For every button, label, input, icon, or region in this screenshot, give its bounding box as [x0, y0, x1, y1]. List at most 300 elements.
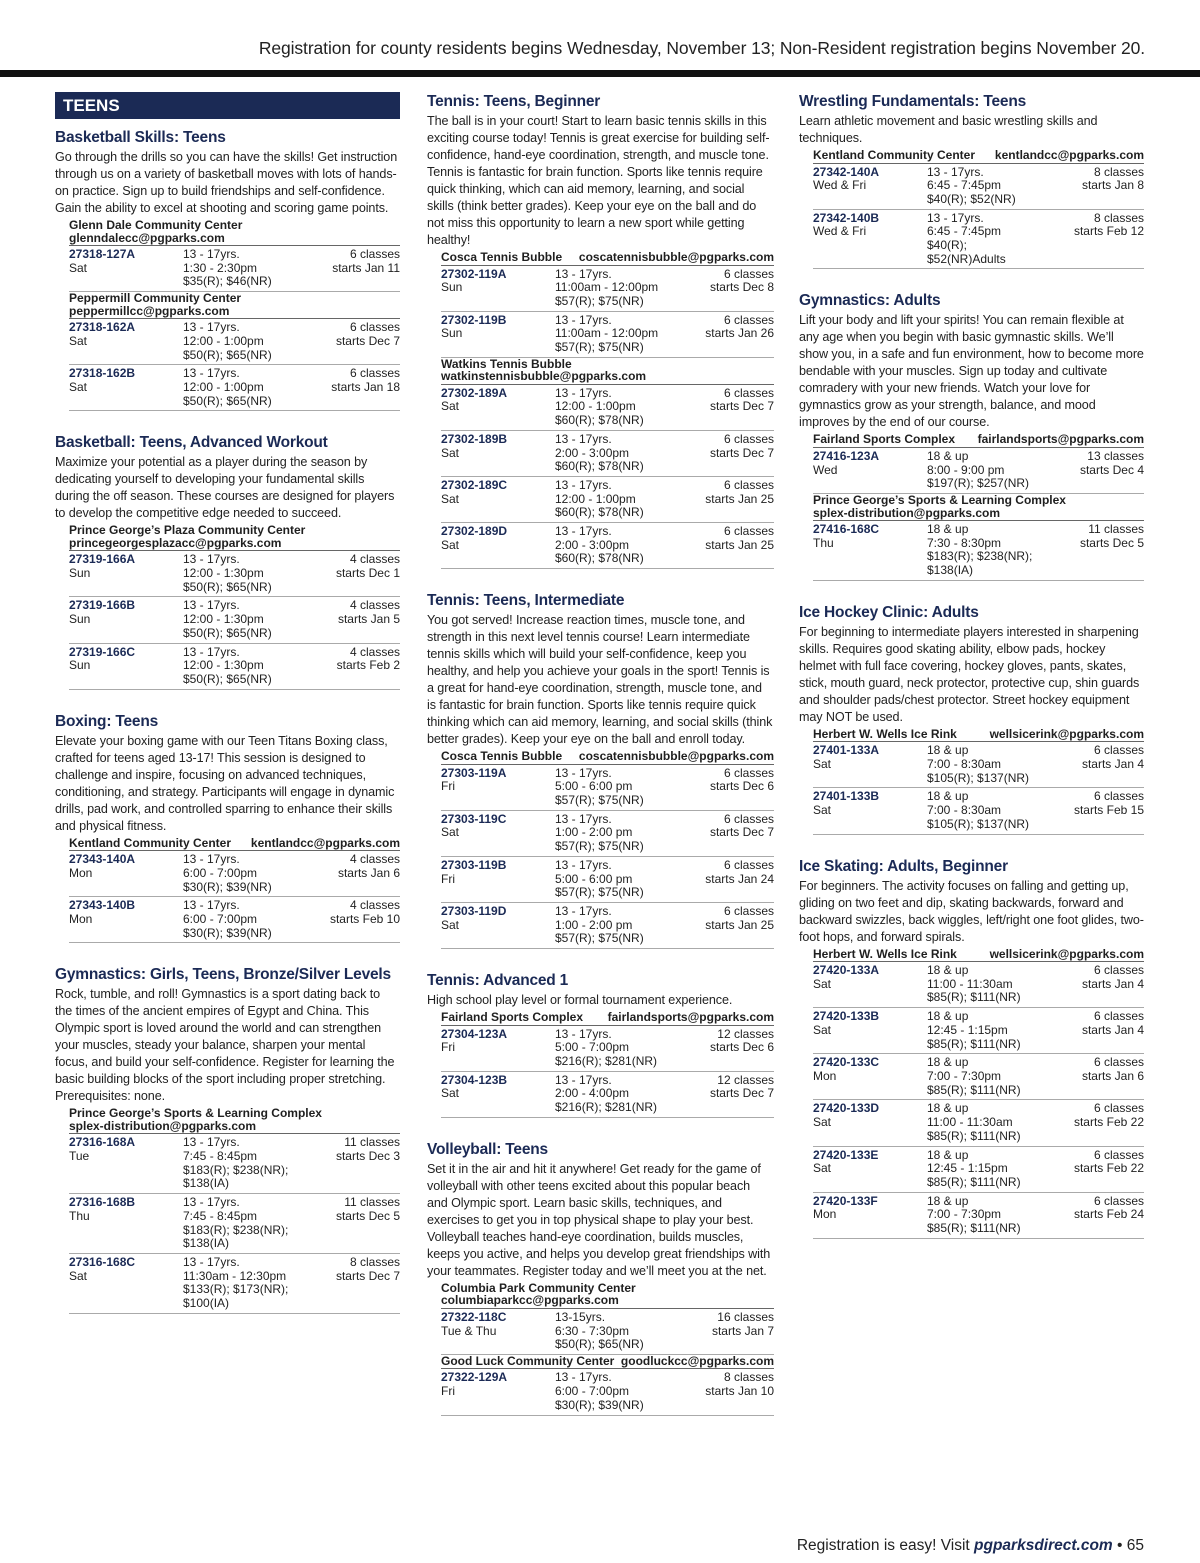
age-range: 13 - 17yrs.	[555, 1026, 612, 1041]
start-date: starts Feb 12	[1073, 224, 1144, 239]
class-count: 12 classes	[717, 1072, 774, 1087]
footer-separator: •	[1112, 1537, 1127, 1554]
location-name: Good Luck Community Center	[441, 1353, 615, 1368]
session-code-days	[813, 790, 927, 831]
activity-code: 27416-123A	[813, 448, 880, 463]
age-range: 13 - 17yrs.	[183, 1255, 240, 1269]
location-header	[441, 358, 774, 385]
session-schedule	[666, 1074, 774, 1115]
class-count: 8 classes	[1093, 164, 1144, 179]
session-code-days	[813, 1149, 927, 1190]
session-days: Sun	[69, 612, 91, 627]
session-code-days	[69, 899, 183, 940]
activity-code: 27342-140B	[813, 210, 880, 225]
start-date: starts Jan 6	[1081, 1068, 1144, 1083]
session-fee: $50(R); $65(NR)	[183, 347, 272, 362]
session-fee: $60(R); $78(NR)	[555, 505, 644, 520]
session-time: 7:45 - 8:45pm	[183, 1149, 258, 1164]
location-header	[813, 494, 1144, 521]
activity-code: 27304-123B	[441, 1072, 508, 1087]
class-count: 6 classes	[1093, 789, 1144, 804]
session-fee: $105(R); $137(NR)	[927, 770, 1030, 785]
program-description: Lift your body and lift your spirits! You can remain flexible at any age when you begin with basic gymnastic skills. We’ll show you, in a safe and fun environment, how to become more bendable with your muscles. Sign up today and cultivate comradery with your new friends. Watch your love for gymnastics grow as your strength, balance, and mood improves by the end of our course.	[799, 313, 1144, 430]
session-schedule	[292, 248, 400, 289]
session-code-days	[441, 905, 555, 946]
age-range: 13 - 17yrs.	[555, 524, 612, 539]
session-row	[69, 319, 400, 365]
start-date: starts Jan 26	[705, 326, 774, 341]
session-days: Sat	[441, 445, 460, 460]
program-block	[55, 712, 400, 944]
session-days: Sat	[813, 803, 832, 818]
activity-code: 27303-119D	[441, 903, 507, 918]
session-details	[183, 853, 292, 894]
session-days: Sat	[813, 1161, 832, 1176]
session-details	[555, 813, 666, 854]
session-days: Fri	[441, 1384, 455, 1399]
session-time: 6:00 - 7:00pm	[555, 1384, 630, 1399]
session-schedule	[1036, 1149, 1144, 1190]
session-time: 7:00 - 8:30am	[927, 803, 1002, 818]
location-email[interactable]: glenndalecc@pgparks.com	[69, 230, 225, 245]
age-range: 18 & up	[927, 789, 969, 804]
activity-code: 27342-140A	[813, 164, 880, 179]
start-date: starts Jan 18	[331, 379, 400, 394]
location-header	[441, 1282, 774, 1309]
session-row	[441, 1026, 774, 1072]
page-header	[0, 0, 1200, 80]
start-date: starts Dec 8	[709, 280, 774, 295]
session-fee: $57(R); $75(NR)	[555, 340, 644, 355]
session-schedule	[292, 646, 400, 687]
age-range: 13 - 17yrs.	[555, 765, 612, 780]
session-fee: $57(R); $75(NR)	[555, 931, 644, 946]
program-description: Rock, tumble, and roll! Gymnastics is a sport dating back to the times of the ancient empires of Egypt and China. This Olympic sport is loved around the world and can strengthen your muscles, steady your balance, sharpen your mental focus, and build your self-confidence. Register for learning the basic building blocks of the sport including proper stretching. Prerequisites: none.	[55, 987, 395, 1104]
start-date: starts Dec 7	[709, 1086, 774, 1101]
session-days: Sun	[69, 566, 91, 581]
session-time: 6:45 - 7:45pm	[927, 224, 1002, 239]
age-range: 13 - 17yrs.	[555, 1370, 612, 1385]
session-days: Sat	[69, 333, 88, 348]
location-email[interactable]: princegeorgesplazacc@pgparks.com	[69, 535, 282, 550]
session-code-days	[69, 553, 183, 594]
location-name: Kentland Community Center	[813, 148, 976, 162]
session-row	[69, 365, 400, 411]
session-details	[555, 1028, 666, 1069]
class-count: 6 classes	[349, 366, 400, 381]
class-count: 11 classes	[1088, 522, 1144, 537]
session-details	[183, 1136, 292, 1191]
header-rule	[0, 70, 1200, 77]
location-email[interactable]: coscatennisbubble@pgparks.com	[578, 749, 774, 764]
age-range: 18 & up	[927, 1055, 969, 1070]
session-code-days	[813, 166, 927, 207]
location-name: Kentland Community Center	[69, 835, 232, 850]
column-1	[55, 92, 400, 1336]
page-number: 65	[1126, 1537, 1144, 1554]
session-fee: $85(R); $111(NR)	[927, 1128, 1021, 1143]
activity-code: 27316-168A	[69, 1135, 136, 1150]
session-details	[927, 212, 1036, 267]
class-count: 6 classes	[723, 811, 774, 826]
session-code-days	[441, 767, 555, 808]
program-block	[799, 603, 1144, 835]
location-name: Cosca Tennis Bubble	[441, 250, 563, 264]
session-fee: $57(R); $75(NR)	[555, 293, 644, 308]
session-details	[183, 248, 292, 289]
location-header	[813, 149, 1144, 164]
session-row	[441, 431, 774, 477]
session-code-days	[441, 268, 555, 309]
location-name: Herbert W. Wells Ice Rink	[813, 726, 957, 741]
start-date: starts Dec 7	[709, 825, 774, 840]
session-code-days	[441, 1371, 555, 1412]
start-date: starts Jan 25	[705, 917, 774, 932]
activity-code: 27302-119B	[441, 312, 507, 327]
start-date: starts Feb 2	[336, 658, 400, 673]
location-email[interactable]: wellsicerink@pgparks.com	[989, 726, 1144, 741]
session-details	[927, 1149, 1036, 1190]
age-range: 13 - 17yrs.	[183, 598, 240, 613]
program-description: Learn athletic movement and basic wrestling skills and techniques.	[799, 114, 1098, 145]
class-count: 8 classes	[349, 1255, 400, 1269]
session-days: Sat	[69, 1268, 88, 1283]
program-title: Volleyball: Teens	[427, 1140, 548, 1158]
session-time: 2:00 - 3:00pm	[555, 537, 630, 552]
location-email[interactable]: fairlandsports@pgparks.com	[977, 432, 1144, 447]
session-details	[183, 553, 292, 594]
session-details	[927, 523, 1036, 578]
session-schedule	[1036, 790, 1144, 831]
age-range: 13 - 17yrs.	[927, 164, 984, 179]
session-fee: $183(R); $238(NR); $138(IA)	[927, 549, 1033, 578]
location-name: Prince George’s Sports & Learning Complex	[69, 1106, 322, 1121]
location-header	[813, 728, 1144, 743]
class-count: 11 classes	[344, 1135, 400, 1150]
session-time: 6:00 - 7:00pm	[183, 911, 258, 926]
session-code-days	[441, 479, 555, 520]
program-block	[427, 971, 774, 1118]
registration-notice: Registration for county residents begins Wednesday, November 13; Non-Resident registration begins November 20.	[258, 38, 1145, 58]
session-row	[813, 1193, 1144, 1239]
program-description: High school play level or formal tournament experience.	[427, 993, 733, 1008]
session-details	[555, 905, 666, 946]
session-details	[927, 1102, 1036, 1143]
age-range: 13 - 17yrs.	[555, 385, 612, 400]
session-days: Fri	[441, 779, 455, 794]
session-fee: $30(R); $39(NR)	[183, 879, 272, 894]
activity-code: 27420-133A	[813, 963, 880, 978]
age-range: 13-15yrs.	[555, 1309, 606, 1324]
session-fee: $40(R); $52(NR)Adults	[927, 238, 1006, 266]
activity-code: 27302-189B	[441, 431, 508, 446]
session-code-days	[69, 321, 183, 362]
session-row	[441, 903, 774, 949]
program-block	[55, 128, 400, 411]
session-days: Wed & Fri	[813, 224, 867, 239]
program-block	[427, 1140, 774, 1416]
activity-code: 27319-166A	[69, 552, 136, 567]
session-schedule	[666, 1311, 774, 1352]
session-time: 7:45 - 8:45pm	[183, 1208, 258, 1223]
session-row	[69, 644, 400, 690]
session-details	[927, 1195, 1036, 1236]
session-time: 7:00 - 8:30am	[927, 757, 1002, 772]
session-details	[927, 964, 1036, 1005]
session-fee: $197(R); $257(NR)	[927, 476, 1030, 491]
session-fee: $50(R); $65(NR)	[183, 671, 272, 686]
class-count: 6 classes	[723, 857, 774, 872]
session-time: 7:30 - 8:30pm	[927, 535, 1002, 550]
start-date: starts Dec 7	[709, 445, 774, 460]
activity-code: 27318-162B	[69, 366, 136, 381]
session-code-days	[441, 1311, 555, 1352]
session-time: 6:30 - 7:30pm	[555, 1323, 630, 1338]
location-email[interactable]: kentlandcc@pgparks.com	[250, 835, 400, 850]
session-row	[813, 962, 1144, 1008]
session-details	[555, 479, 666, 520]
start-date: starts Dec 3	[335, 1149, 400, 1164]
activity-code: 27303-119B	[441, 857, 507, 872]
location-header	[441, 251, 774, 266]
program-description: For beginning to intermediate players interested in sharpening skills. Requires good skating ability, elbow pads, hockey helmet with full face covering, hockey gloves, pants, skates, stick, mouth guard, neck protector, protective cup, shin guards and shoulder pads/chest protector. Street hockey equipment may NOT be used.	[799, 624, 1140, 724]
activity-code: 27420-133D	[813, 1101, 880, 1116]
session-code-days	[813, 1010, 927, 1051]
class-count: 6 classes	[349, 247, 400, 261]
age-range: 13 - 17yrs.	[927, 210, 984, 225]
session-details	[555, 859, 666, 900]
program-block	[55, 965, 400, 1313]
session-row	[813, 742, 1144, 788]
start-date: starts Jan 8	[1081, 178, 1144, 193]
location-name: Peppermill Community Center	[69, 291, 242, 306]
class-count: 6 classes	[723, 524, 774, 539]
session-time: 7:00 - 7:30pm	[927, 1068, 1002, 1083]
class-count: 16 classes	[717, 1309, 774, 1324]
start-date: starts Jan 25	[705, 491, 774, 506]
session-code-days	[813, 1056, 927, 1097]
program-description: You got served! Increase reaction times, muscle tone, and strength in this next level tennis course! Learn intermediate tennis skills which will build your self-confidence, keep you healthy, and help you achieve your goals in the sport! Tennis is a great for hand-eye coordination, strength, muscle tone, and is fantastic for brain function. Sports like tennis require quick thinking which can aid memory, learning, and social skills (think better grades). Keep your eye on the ball and enroll today.	[427, 613, 773, 747]
session-row	[69, 897, 400, 943]
session-details	[927, 1010, 1036, 1051]
session-fee: $35(R); $46(NR)	[183, 274, 272, 289]
location-email[interactable]: splex-distribution@pgparks.com	[69, 1118, 257, 1133]
session-days: Mon	[69, 911, 93, 926]
session-row	[69, 851, 400, 897]
location-email[interactable]: wellsicerink@pgparks.com	[989, 946, 1144, 961]
age-range: 13 - 17yrs.	[555, 1072, 612, 1087]
session-row	[813, 1147, 1144, 1193]
program-title: Basketball: Teens, Advanced Workout	[55, 434, 328, 452]
session-schedule	[666, 314, 774, 355]
session-schedule	[292, 853, 400, 894]
location-email[interactable]: watkinstennisbubble@pgparks.com	[441, 369, 647, 384]
start-date: starts Jan 4	[1081, 1022, 1144, 1037]
session-fee: $30(R); $39(NR)	[183, 925, 272, 940]
activity-code: 27302-189A	[441, 385, 508, 400]
location-name: Prince George’s Sports & Learning Complex	[813, 493, 1066, 508]
program-title: Ice Skating: Adults, Beginner	[799, 857, 1008, 875]
session-code-days	[441, 387, 555, 428]
session-fee: $57(R); $75(NR)	[555, 839, 644, 854]
session-days: Sat	[441, 491, 460, 506]
activity-code: 27420-133F	[813, 1193, 878, 1208]
page-footer	[797, 1537, 1144, 1555]
session-code-days	[441, 433, 555, 474]
session-time: 1:30 - 2:30pm	[183, 260, 258, 275]
activity-code: 27322-118C	[441, 1309, 507, 1324]
session-code-days	[69, 646, 183, 687]
session-details	[927, 790, 1036, 831]
start-date: starts Dec 1	[335, 566, 400, 581]
age-range: 18 & up	[927, 448, 969, 463]
activity-code: 27304-123A	[441, 1026, 508, 1041]
footer-site-link[interactable]: pgparksdirect.com	[974, 1537, 1113, 1554]
session-code-days	[69, 367, 183, 408]
session-time: 2:00 - 3:00pm	[555, 445, 630, 460]
age-range: 13 - 17yrs.	[555, 431, 612, 446]
location-email[interactable]: fairlandsports@pgparks.com	[607, 1010, 774, 1025]
activity-code: 27420-133C	[813, 1055, 880, 1070]
session-fee: $30(R); $39(NR)	[555, 1397, 644, 1412]
class-count: 6 classes	[723, 477, 774, 492]
program-block	[427, 591, 774, 949]
session-code-days	[69, 1196, 183, 1251]
location-header	[441, 1011, 774, 1026]
session-code-days	[813, 212, 927, 267]
age-range: 18 & up	[927, 743, 969, 758]
session-row	[69, 1134, 400, 1194]
program-title: Boxing: Teens	[55, 712, 159, 730]
age-range: 13 - 17yrs.	[183, 247, 240, 261]
session-schedule	[1036, 1056, 1144, 1097]
location-header	[69, 219, 400, 246]
session-row	[813, 1054, 1144, 1100]
location-header	[69, 837, 400, 852]
location-name: Herbert W. Wells Ice Rink	[813, 946, 957, 961]
session-code-days	[69, 1256, 183, 1311]
activity-code: 27316-168C	[69, 1255, 136, 1269]
session-schedule	[666, 1028, 774, 1069]
session-schedule	[666, 433, 774, 474]
session-schedule	[1036, 1010, 1144, 1051]
session-code-days	[69, 248, 183, 289]
age-range: 13 - 17yrs.	[183, 1195, 240, 1210]
session-days: Sat	[813, 757, 832, 772]
age-range: 13 - 17yrs.	[183, 1135, 240, 1150]
session-fee: $216(R); $281(NR)	[555, 1054, 658, 1068]
age-range: 13 - 17yrs.	[183, 898, 240, 913]
footer-prefix: Registration is easy! Visit	[796, 1537, 975, 1554]
session-row	[441, 1369, 774, 1415]
class-count: 6 classes	[1093, 743, 1144, 758]
session-days: Sun	[441, 326, 463, 341]
activity-code: 27416-168C	[813, 522, 880, 537]
session-row	[813, 1008, 1144, 1054]
location-email[interactable]: splex-distribution@pgparks.com	[813, 505, 1001, 520]
session-code-days	[813, 450, 927, 491]
class-count: 6 classes	[723, 765, 774, 780]
age-range: 13 - 17yrs.	[183, 366, 240, 381]
age-range: 13 - 17yrs.	[183, 644, 240, 659]
location-email[interactable]: kentlandcc@pgparks.com	[994, 148, 1144, 162]
location-email[interactable]: peppermillcc@pgparks.com	[69, 303, 230, 318]
location-email[interactable]: columbiaparkcc@pgparks.com	[441, 1293, 619, 1308]
age-range: 18 & up	[927, 1147, 969, 1162]
session-code-days	[441, 1028, 555, 1069]
session-time: 12:45 - 1:15pm	[927, 1022, 1008, 1037]
location-email[interactable]: goodluckcc@pgparks.com	[620, 1353, 774, 1368]
start-date: starts Dec 7	[335, 1268, 400, 1283]
session-row	[441, 266, 774, 312]
session-details	[555, 314, 666, 355]
column-3	[799, 92, 1144, 1261]
session-fee: $40(R); $52(NR)	[927, 191, 1016, 206]
session-details	[183, 1196, 292, 1251]
program-title: Gymnastics: Adults	[799, 292, 941, 310]
session-days: Sun	[69, 658, 91, 673]
session-days: Fri	[441, 1040, 455, 1055]
session-days: Wed & Fri	[813, 178, 867, 193]
session-days: Thu	[813, 535, 834, 550]
session-row	[813, 448, 1144, 494]
location-header	[69, 524, 400, 551]
age-range: 18 & up	[927, 1009, 969, 1024]
session-code-days	[441, 1074, 555, 1115]
session-schedule	[666, 268, 774, 309]
location-header	[441, 1355, 774, 1370]
session-code-days	[441, 314, 555, 355]
program-description: Maximize your potential as a player during the season by dedicating yourself to developing your fundamental skills during the off season. These courses are designed for players to develop the competitive edge needed to succeed.	[55, 455, 395, 521]
session-fee: $60(R); $78(NR)	[555, 459, 644, 474]
session-schedule	[292, 1196, 400, 1251]
session-code-days	[813, 523, 927, 578]
session-schedule	[292, 367, 400, 408]
program-title: Tennis: Advanced 1	[427, 972, 569, 990]
class-count: 6 classes	[1093, 1101, 1144, 1116]
session-details	[555, 433, 666, 474]
session-schedule	[1036, 166, 1144, 207]
location-email[interactable]: coscatennisbubble@pgparks.com	[578, 250, 774, 264]
session-fee: $85(R); $111(NR)	[927, 1174, 1021, 1189]
session-schedule	[292, 321, 400, 362]
location-name: Columbia Park Community Center	[441, 1280, 636, 1295]
session-row	[69, 551, 400, 597]
class-count: 4 classes	[349, 598, 400, 613]
session-time: 12:00 - 1:00pm	[183, 379, 264, 394]
location-header	[441, 750, 774, 765]
session-fee: $85(R); $111(NR)	[927, 1221, 1021, 1236]
start-date: starts Dec 6	[709, 1040, 774, 1055]
session-schedule	[666, 525, 774, 566]
activity-code: 27303-119C	[441, 811, 507, 826]
program-description: The ball is in your court! Start to learn basic tennis skills in this exciting course today! Tennis is great exercise for building self-confidence, hand-eye coordination, strength, and muscle tone. Tennis is fantastic for brain function. Sports like tennis require quick thinking, which can aid memory, learning, and social skills (think better grades). Keep your eye on the ball and do not miss this opportunity to learn a new sport while getting healthy!	[427, 114, 770, 247]
session-time: 6:00 - 7:00pm	[183, 865, 258, 880]
session-details	[555, 268, 666, 309]
program-block	[427, 92, 774, 569]
session-fee: $85(R); $111(NR)	[927, 1082, 1021, 1097]
session-time: 2:00 - 4:00pm	[555, 1086, 630, 1101]
start-date: starts Jan 5	[337, 612, 400, 627]
session-code-days	[441, 859, 555, 900]
session-row	[441, 1309, 774, 1355]
session-days: Sat	[441, 917, 460, 932]
age-range: 13 - 17yrs.	[555, 903, 612, 918]
session-time: 12:00 - 1:00pm	[183, 333, 264, 348]
session-schedule	[1036, 212, 1144, 267]
session-fee: $50(R); $65(NR)	[555, 1337, 644, 1352]
activity-code: 27316-168B	[69, 1195, 136, 1210]
